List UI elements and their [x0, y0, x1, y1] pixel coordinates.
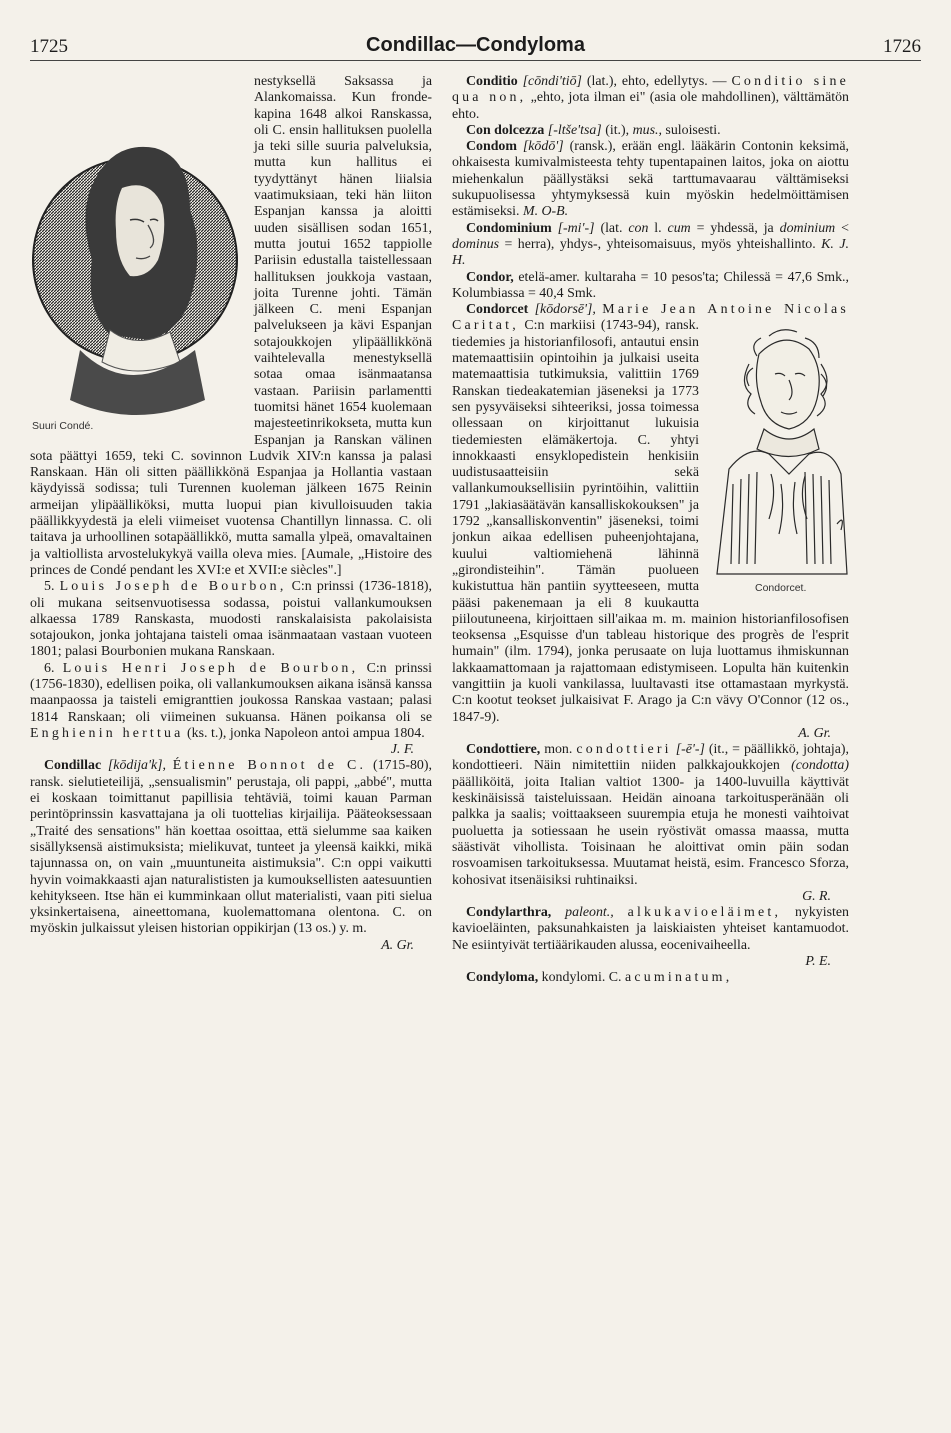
entry-condylarthra [452, 905, 849, 970]
entry-number: 5. [44, 579, 55, 595]
entry-person-name: Louis Joseph de Bourbon, [59, 579, 287, 595]
entry-pronunciation: [kōdija'k], [107, 758, 167, 774]
conde-portrait-figure [30, 100, 240, 440]
entry-body: (lat.), ehto, edellytys. — [586, 74, 727, 89]
entry-body: kondylomi. C. [541, 970, 622, 986]
entry-louis-joseph [30, 579, 432, 660]
entry-headword: Conditio [466, 74, 518, 89]
page-header [30, 32, 921, 61]
entry-body: C:n prinssi (1756-1830), edellisen poika, oli vallankumouksen aikana isänsä kanssa maanpaossa ja taisteli emigranttien joukossa Ranskaa vastaan; palasi 1814 Ranskaan; oli viimeinen sukuansa. Hänen poikansa oli se [30, 660, 432, 725]
entry-headword: Condorcet [466, 302, 529, 318]
entry-body: (it., = päällikkö, johtaja), kondottieeri. Näin nimitettiin niiden palkkajoukkojen [452, 742, 849, 774]
entry-body: päälliköitä, joita Italian valtiot 1300- ja 1400-luvuilla käyttivät keskinäisissä taisteluissaan. Heidän ainoana tarkoitusperänään oli palkka ja saalis; voittaakseen suurempia etuja he monesti vaihtoivat puoluetta ja sotiessaan he usein ryöstivät omassa maassa, mutta säästivät vihollista. Toisinaan he aloittivat omin päin sodan rosvoamisen tarkoituksessa. Muutamat heistä, esim. Francesco Sforza, kohosivat itsenäisiksi ruhtinaiksi. [452, 774, 849, 888]
entry-pronunciation: [-ltše'tsa] [547, 122, 602, 138]
entry-condominium [452, 221, 849, 270]
entry-body: etelä-amer. kultaraha = 10 pesos'ta; Chilessä = 47,6 Smk., Kolumbiassa = 40,4 Smk. [452, 269, 849, 301]
entry-condyloma [452, 970, 849, 986]
entry-headword: Condylarthra, [466, 905, 552, 921]
author-signature: A. Gr. [381, 937, 414, 953]
entry-headword: Condom [466, 139, 517, 155]
entry-pronunciation: [cōndi'tiō] [522, 74, 582, 89]
entry-body: suloisesti. [665, 122, 721, 138]
entry-headword: Condor, [466, 269, 514, 285]
entry-condom [452, 139, 849, 220]
right-column [452, 74, 849, 1414]
author-signature: M. O-B. [523, 204, 569, 220]
derivation-sign: < [841, 220, 849, 236]
entry-abbreviation: mus., [632, 122, 662, 138]
entry-pronunciation: [-ē'-] [675, 742, 705, 758]
entry-body: „ehto, jota ilman ei" (asia ole mahdollinen), välttämätön ehto. [452, 90, 849, 122]
conde-entry-text: nestyksellä Saksassa ja Alankomaissa. Kun fronde-kapina 1648 alkoi Ranskassa, oli C. ensin hallituksen puolella ja teki sille suuria palveluksia, mutta kun hallitus ei tyydyttänyt hänen liialsia vaatimuksiaan, teki hän liiton Espanjan kanssa ja aloitti uuden sisällisen sodan 1651, mutta joutui 1652 tappiolle Pariisin edustalla taistellessaan hallituksen joukkoja vastaan, joita Turenne johti. Tämän jälkeen C. meni Espanjan palvelukseen ja kävi Espanjan sotajoukkojen ylipäällikkönä vaihtelevalla menestyksellä sotaa omaa isänmaatansa vastaan. Pariisin parlamentti tuomitsi hänet 1654 kuolemaan majesteetinrikokseta, mutta kun Espanjan ja Ranskan välinen sota päättyi 1659, teki C. sovinnon Ludvik XIV:n kanssa ja palasi Ranskaan. Hän oli sitten päällikkönä Espanjaa ja Hollantia vastaan käydyissä sodissa; tuli Turennen kuoleman jälkeen 1675 Reinin armeijan ylipäälliköksi, mutta luopui pian kivulloisuuden takia päällikkyydestä ja eleli viimeiset vuotensa Chantillyn linnassa. C. oli taitava ja urhoollinen sotapäällikkö, mutta samalla ylpeä, omavaltainen ja valtiollista arvostelukykyä vailla oleva mies. [Aumale, „Histoire des princes de Condé pendant les XVI:e et XVII:e siècles".] [30, 74, 432, 578]
author-signature: G. R. [802, 888, 831, 904]
entry-term: Conditio sine qua non, [452, 74, 849, 106]
entry-term: Enghienin herttua [30, 725, 184, 741]
entry-conditio [452, 74, 849, 123]
entry-term: acuminatum, [625, 970, 733, 986]
conde-caption: Suuri Condé. [32, 419, 94, 432]
entry-term: dominium [779, 220, 836, 236]
condorcet-caption: Condorcet. [755, 582, 807, 595]
condorcet-portrait-figure [709, 324, 849, 594]
entry-body: l. [654, 220, 662, 236]
entry-condorcet [452, 302, 849, 742]
entry-headword: Condillac [44, 758, 102, 774]
entry-body: (1715-80), ransk. sielutieteilijä, „sensualismin" perustaja, oli pappi, „abbé", mutta ei koskaan toimittanut papillisia tehtäviä, toimi kauan Parman perintöprinssin kasvattajana ja oli tuottelias kirjailija. Pääteoksessaan „Traité des sensations" hän koettaa osoittaa, että sielumme saa kaiken sisällyksensä aistimuksista; mielikuvat, tunteet ja yleensä kaikki, mikä tajunnassa on, on vain „muuntuneita aistimuksia". C:n oppi vaikutti hyvin voimakkaasti ajan naturalististen ja kumouksellisten aatesuuntien kehitykseen. Itse hän ei kumminkaan ollut materialisti, vaan piti sielua yksinkertaisena, aineettomana, kuolemattomana olentona. C. on myöskin julkaissut yleisen historian oppikirjan (13 os.) y. m. [30, 758, 432, 937]
entry-term: condottieri [576, 742, 672, 758]
conde-portrait-illustration [30, 100, 240, 420]
entry-term: cum [667, 220, 691, 236]
author-signature: K. J. H. [452, 236, 849, 269]
entry-body: C:n markiisi (1743-94), ransk. tiedemies ja historianfilosofi, antautui ensin matemaattisiin opintoihin ja julkaisi useita matemaattisia tutkimuksia, valittiin 1769 Ranskan tiedeakatemian jäseneksi ja 1773 sen pysyväiseksi sihteeriksi, jossa toimessa ollessaan on kirjoittanut lukuisia tiedemiesten elämäkertoja. C. yhtyi innokkaasti ensyklopedistein henkisiin uudistusaatteisiin sekä vallankumouksellisiin pyrintöihin, valittiin 1791 „lakiasäätävän kansalliskokouksen" ja 1792 „kansalliskonventin" jäseneksi, toimi jonkun aikaa edellisen puheenjohtajana, kuului valtiomiehenä lähinnä „girondisteihin". Tämän puolueen kukistuttua hän pantiin syytteeseen, mutta pääsi pakenemaan ja eli 8 kuukautta piiloutuneena, kirjoittaen sill'aikaa m. m. mainion historianfilosofisen teoksensa „Esquisse d'un tableau historique des progrès de l'esprit humain" (ilm. 1794), jonka perusaate on luja luottamus ihmiskunnan lakkaamattomaan ja rajattomaan edistymiseen. Lopulta hän kuitenkin vangittiin ja kuoli vankilassa, luultavasti itse ottamastaan myrkystä. C:n kootut teokset julkaisivat F. Arago ja C:n vävy O'Connor (12 os., 1847-9). [452, 318, 849, 725]
entry-body: = herra), yhdys-, yhteisomaisuus, myös yhteishallinto. [504, 236, 816, 252]
entry-condillac [30, 758, 432, 954]
condorcet-portrait-illustration [709, 324, 849, 584]
entry-term: alkukavioeläimet, [627, 905, 782, 921]
entry-headword: Condottiere, [466, 742, 541, 758]
entry-headword: Con dolcezza [466, 122, 545, 138]
entry-person-name: Étienne Bonnot de C. [172, 758, 367, 774]
entry-body: = yhdessä, ja [696, 220, 774, 236]
page-title: Condillac—Condyloma [366, 34, 585, 56]
entry-condor [452, 270, 849, 303]
entry-body: nykyisten kavioeläinten, paksunahkaisten ja laiskiaisten yhteiset kantamuodot. Ne esiintyivät tertiäärikauden alussa, eocenivaiheella. [452, 905, 849, 953]
left-column [30, 74, 432, 1414]
page-number-left: 1725 [30, 36, 68, 57]
entry-body: (ransk.), erään engl. lääkärin Contonin keksimä, ohkaisesta kumivalmisteesta tehty tupentapainen laitos, joka on aiottu miehenkalun päällystäksi sekä tarttumavaarau välttämiseksi sukupuolisessa yhtymyksessä kuin myöskin hedelmöittämisen estämiseksi. [452, 139, 849, 220]
entry-con-dolcezza [452, 123, 849, 139]
entry-pronunciation: [-mi'-] [557, 220, 595, 236]
author-signature: A. Gr. [798, 725, 831, 741]
entry-headword: Condyloma, [466, 970, 539, 986]
entry-body: mon. [544, 742, 573, 758]
entry-pronunciation: [kōdō'] [522, 139, 564, 155]
entry-condottiere [452, 742, 849, 905]
entry-headword: Condominium [466, 220, 552, 236]
author-signature: P. E. [805, 954, 831, 970]
entry-term: (condotta) [791, 758, 849, 774]
entry-body: (it.), [605, 122, 630, 138]
entry-pronunciation: [kōdorsē'], [534, 302, 596, 318]
page-number-right: 1726 [883, 36, 921, 57]
author-signature: J. F. [390, 742, 414, 758]
entry-body: C:n prinssi (1736-1818), oli mukana seitsenvuotisessa sodassa, poistui vallankumouksen alkaessa 1789 Ranskasta, muodosti ranskalaisista pakolaisista sotajoukon, jonka johtajana taisteli omaa isänmaataan vastaan vuoteen 1801; palasi Bourbonien mukana Ranskaan. [30, 579, 432, 660]
entry-term: con [628, 220, 649, 236]
entry-louis-henri [30, 661, 432, 759]
entry-person-name: Marie Jean Antoine Nicolas Caritat, [452, 302, 849, 334]
entry-body: (lat. [600, 220, 623, 236]
entry-body: (ks. t.), jonka Napoleon antoi ampua 1804. [187, 725, 425, 741]
entry-number: 6. [44, 660, 55, 676]
entry-term: dominus [452, 236, 500, 252]
entry-person-name: Louis Henri Joseph de Bourbon, [62, 660, 359, 676]
entry-abbreviation: paleont., [565, 905, 614, 921]
